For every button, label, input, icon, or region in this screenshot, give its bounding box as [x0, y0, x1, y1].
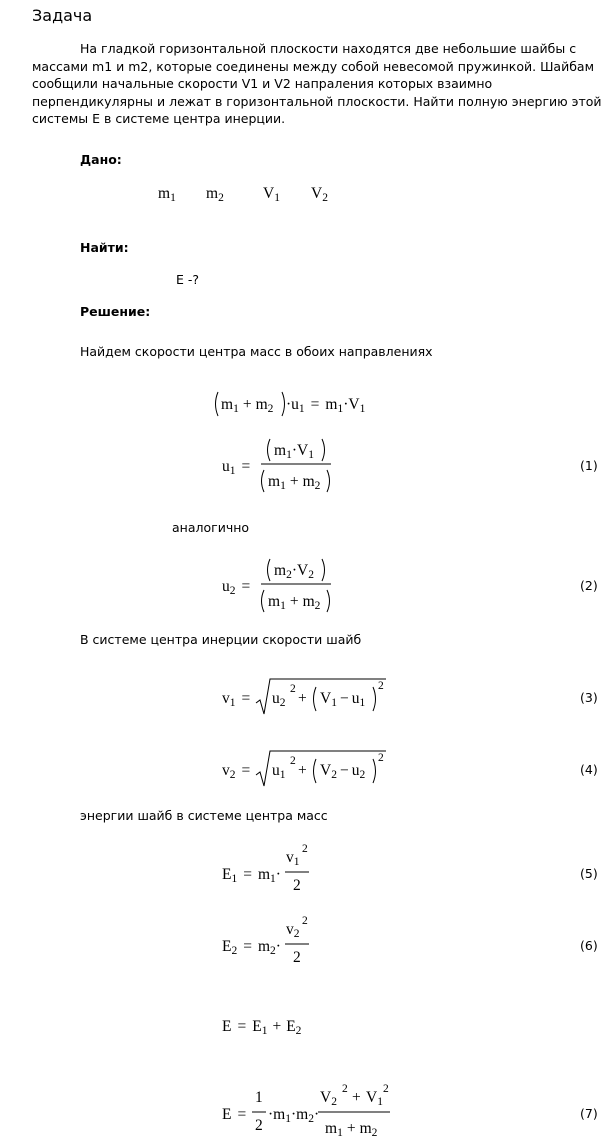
- equation-momentum: [216, 392, 366, 416]
- equation-5: [222, 843, 309, 894]
- svg-text:m1·V1: m1·V1: [274, 442, 314, 461]
- text-cm-velocity: Найдем скорости центра масс в обоих направлениях: [80, 344, 433, 359]
- find-label: Найти:: [80, 240, 129, 255]
- svg-text:v2: v2: [286, 921, 300, 940]
- equation-1: [222, 439, 331, 492]
- svg-text:v2=: v2 =: [222, 762, 251, 781]
- svg-text:2: 2: [255, 1117, 263, 1134]
- eq-number-7: (7): [580, 1106, 598, 1121]
- svg-text:E1=m1·: E1 = m1·: [222, 866, 281, 885]
- title: Задача: [32, 6, 93, 25]
- svg-text:u1: u1: [272, 762, 286, 781]
- svg-text:v1: v1: [286, 849, 300, 868]
- svg-text:m1+m2: m1 + m2: [325, 1120, 378, 1139]
- svg-text:V2−u2: V2 − u2: [320, 762, 366, 781]
- svg-text:2: 2: [290, 683, 296, 695]
- svg-text:V2: V2: [320, 1089, 337, 1108]
- equation-4: [222, 751, 386, 786]
- text-frame-speeds: В системе центра инерции скорости шайб: [80, 632, 362, 647]
- svg-text:V1: V1: [263, 185, 280, 204]
- equation-3: [222, 679, 386, 714]
- svg-text:2: 2: [383, 1083, 389, 1095]
- svg-text:V1−u1: V1 − u1: [320, 690, 366, 709]
- svg-text:u1=: u1 =: [222, 458, 251, 477]
- svg-text:+: +: [298, 690, 307, 707]
- svg-text:V2: V2: [311, 185, 328, 204]
- svg-text:·u1=m1·V1: ·u1 = m1·V1: [286, 396, 366, 415]
- eq-number-6: (6): [580, 938, 598, 953]
- eq-number-3: (3): [580, 690, 598, 705]
- svg-text:u2=: u2 =: [222, 578, 251, 597]
- eq-number-1: (1): [580, 458, 598, 473]
- svg-text:v1=: v1 =: [222, 690, 251, 709]
- eq-number-2: (2): [580, 578, 598, 593]
- equation-2: [222, 559, 331, 612]
- svg-text:m2·V2: m2·V2: [274, 562, 314, 581]
- solution-label: Решение:: [80, 304, 151, 319]
- svg-text:V1: V1: [366, 1089, 383, 1108]
- given-label: Дано:: [80, 152, 122, 167]
- svg-text:m1+m2: m1 + m2: [221, 396, 274, 415]
- find-value: E -?: [176, 272, 200, 287]
- eq-number-4: (4): [580, 762, 598, 777]
- equation-total: [222, 1018, 302, 1037]
- svg-text:2: 2: [378, 752, 384, 764]
- svg-text:·m1·m2·: ·m1·m2·: [268, 1106, 320, 1125]
- svg-text:E=E1+E2: E = E1 + E2: [222, 1018, 302, 1037]
- svg-text:2: 2: [293, 877, 301, 894]
- svg-text:m1+m2: m1 + m2: [268, 473, 321, 492]
- svg-text:1: 1: [255, 1089, 263, 1106]
- svg-text:2: 2: [293, 949, 301, 966]
- eq-number-5: (5): [580, 866, 598, 881]
- svg-text:E=: E =: [222, 1106, 247, 1123]
- svg-text:E2=m2·: E2 = m2·: [222, 938, 281, 957]
- svg-text:m2: m2: [206, 185, 224, 204]
- svg-text:u2: u2: [272, 690, 286, 709]
- svg-text:2: 2: [302, 843, 308, 855]
- svg-text:2: 2: [378, 680, 384, 692]
- svg-text:2: 2: [290, 755, 296, 767]
- svg-text:+: +: [298, 762, 307, 779]
- svg-text:m1+m2: m1 + m2: [268, 593, 321, 612]
- svg-text:2: 2: [342, 1083, 348, 1095]
- equation-7: [222, 1083, 390, 1139]
- text-similarly: аналогично: [172, 520, 250, 535]
- text-energies: энергии шайб в системе центра масс: [80, 808, 328, 823]
- given-variables: [158, 185, 328, 204]
- problem-statement: На гладкой горизонтальной плоскости находятся две небольшие шайбы с массами m1 и m2, которые соединены между собой невесомой пружинкой. Шайбам сообщили начальные скорости V1 и V2 напраления которых взаимно перпендикулярны и лежат в горизонтальной плоскости. Найти полную энергию этой системы E в системе центра инерции.: [32, 41, 602, 126]
- svg-text:2: 2: [302, 915, 308, 927]
- svg-text:m1: m1: [158, 185, 176, 204]
- equation-6: [222, 915, 309, 966]
- svg-text:+: +: [352, 1089, 361, 1106]
